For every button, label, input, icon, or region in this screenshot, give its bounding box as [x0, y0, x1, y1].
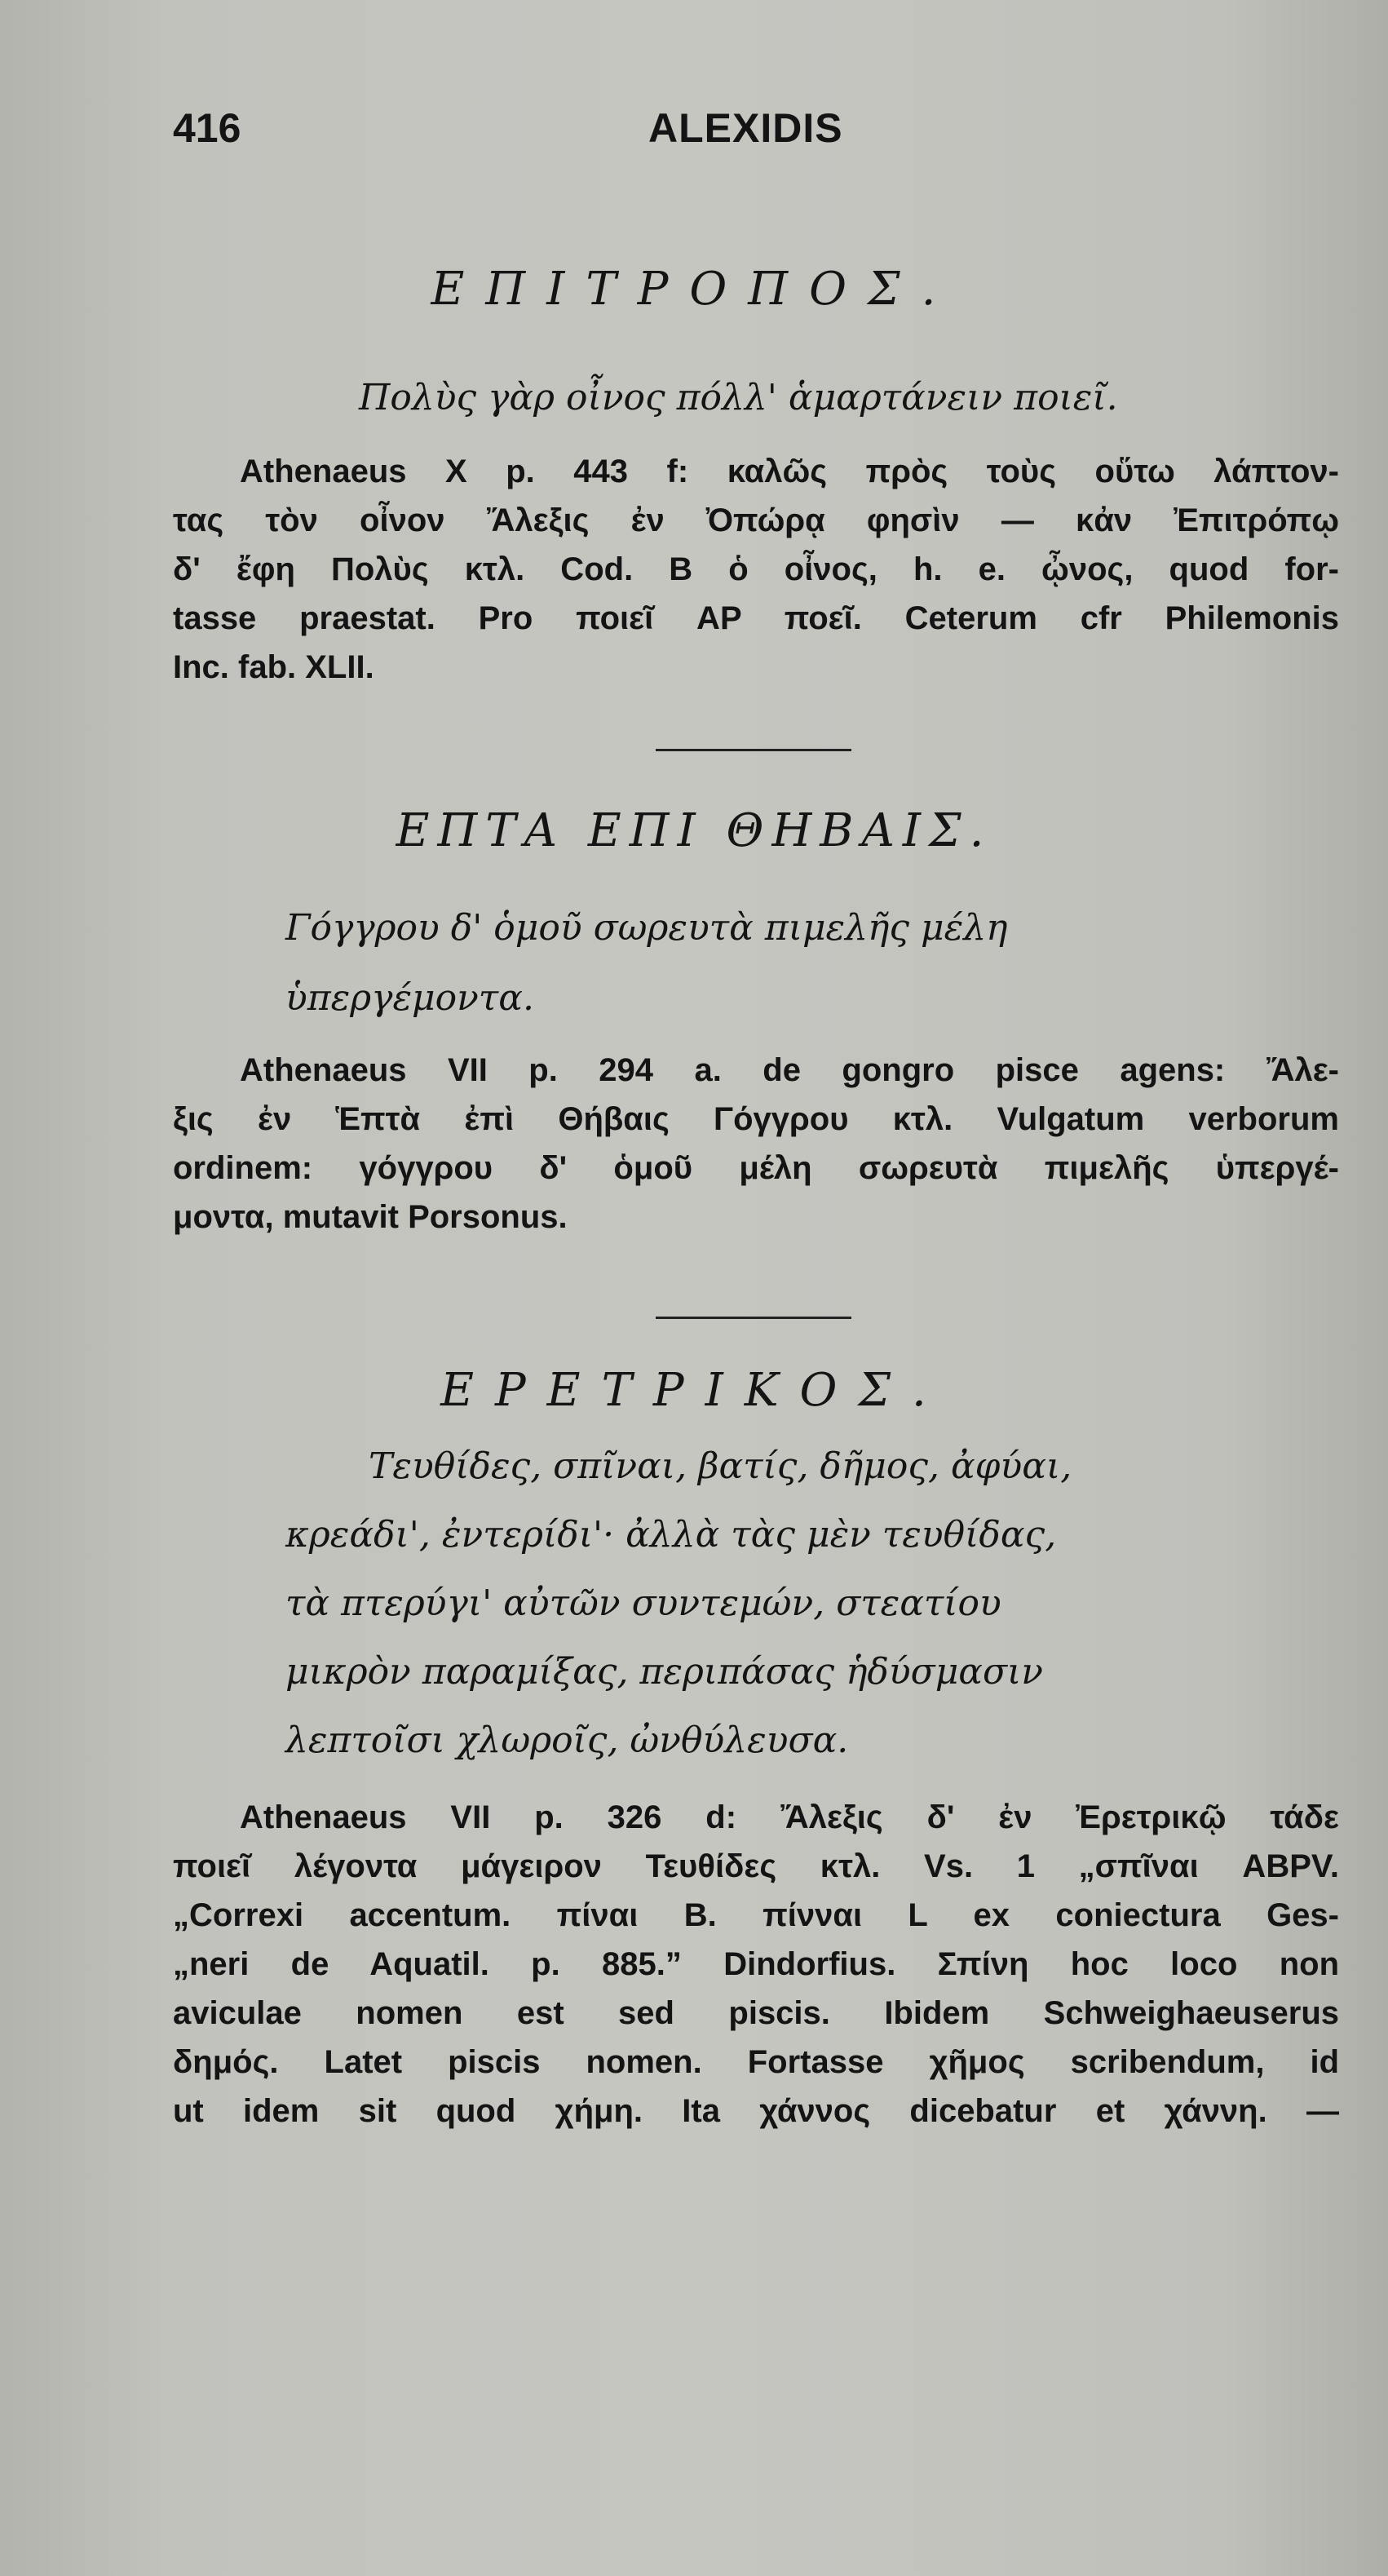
commentary-line: Athenaeus X p. 443 f: καλῶς πρὸς τοὺς οὕτω λάπτον- [240, 454, 1339, 489]
verse-line: Γόγγρου δ' ὁμοῦ σωρευτὰ πιμελῆς μέλη [285, 907, 1008, 949]
commentary-block [173, 1046, 1339, 1242]
section-title-epitropos: ΕΠΙΤΡΟΠΟΣ. [431, 263, 957, 316]
commentary-line: ordinem: γόγγρου δ' ὁμοῦ μέλη σωρευτὰ πιμελῆς ὑπεργέ- [173, 1150, 1339, 1186]
section-divider [656, 749, 851, 751]
verse-line: Πολὺς γὰρ οἶνος πόλλ' ἁμαρτάνειν ποιεῖ. [359, 377, 1118, 418]
commentary-line: ποιεῖ λέγοντα μάγειρον Τευθίδες κτλ. Vs. 1 „σπῖναι ABPV. [173, 1848, 1339, 1884]
commentary-line: δ' ἔφη Πολὺς κτλ. Cod. B ὁ οἶνος, h. e. ᾦνος, quod for- [173, 551, 1339, 587]
verse-line: τὰ πτερύγι' αὐτῶν συντεμών, στεατίου [285, 1582, 1001, 1624]
section-title-hepta: ΕΠΤΑ ΕΠΙ ΘΗΒΑΙΣ. [396, 804, 992, 857]
commentary-line: Inc. fab. XLII. [173, 649, 374, 685]
commentary-line: ξις ἐν Ἑπτὰ ἐπὶ Θήβαις Γόγγρου κτλ. Vulgatum verborum [173, 1101, 1339, 1137]
commentary-line: Athenaeus VII p. 326 d: Ἄλεξις δ' ἐν Ἐρετρικῷ τάδε [240, 1799, 1339, 1835]
commentary-line: „Correxi accentum. πίναι B. πίνναι L ex coniectura Ges- [173, 1897, 1339, 1933]
commentary-line: τας τὸν οἶνον Ἄλεξις ἐν Ὀπώρᾳ φησὶν — κἀν Ἐπιτρόπῳ [173, 502, 1339, 538]
verse-line: Τευθίδες, σπῖναι, βατίς, δῆμος, ἀφύαι, [369, 1445, 1072, 1487]
commentary-block [173, 447, 1339, 692]
section-divider [656, 1317, 851, 1319]
verse-line: ὑπεργέμοντα. [285, 977, 534, 1019]
commentary-line: „neri de Aquatil. p. 885.” Dindorfius. Σπίνη hoc loco non [173, 1946, 1339, 1982]
verse-line: μικρὸν παραμίξας, περιπάσας ἡδύσμασιν [285, 1651, 1044, 1693]
running-head: ALEXIDIS [648, 105, 843, 151]
commentary-line: ut idem sit quod χήμη. Ita χάννος dicebatur et χάννη. — [173, 2093, 1339, 2129]
verse-line: λεπτοῖσι χλωροῖς, ὠνθύλευσα. [285, 1720, 849, 1761]
commentary-line: μοντα, mutavit Porsonus. [173, 1199, 568, 1235]
commentary-line: Athenaeus VII p. 294 a. de gongro pisce agens: Ἄλε- [240, 1052, 1339, 1088]
commentary-line: δημός. Latet piscis nomen. Fortasse χῆμος scribendum, id [173, 2044, 1339, 2080]
commentary-line: tasse praestat. Pro ποιεῖ AP ποεῖ. Ceterum cfr Philemonis [173, 600, 1339, 636]
verse-line: κρεάδι', ἐντερίδι'· ἀλλὰ τὰς μὲν τευθίδας, [285, 1514, 1057, 1556]
page-number: 416 [173, 105, 241, 151]
commentary-block [173, 1793, 1339, 2136]
commentary-line: aviculae nomen est sed piscis. Ibidem Schweighaeuserus [173, 1995, 1339, 2031]
section-title-eretrikos: ΕΡΕΤΡΙΚΟΣ. [440, 1364, 948, 1417]
